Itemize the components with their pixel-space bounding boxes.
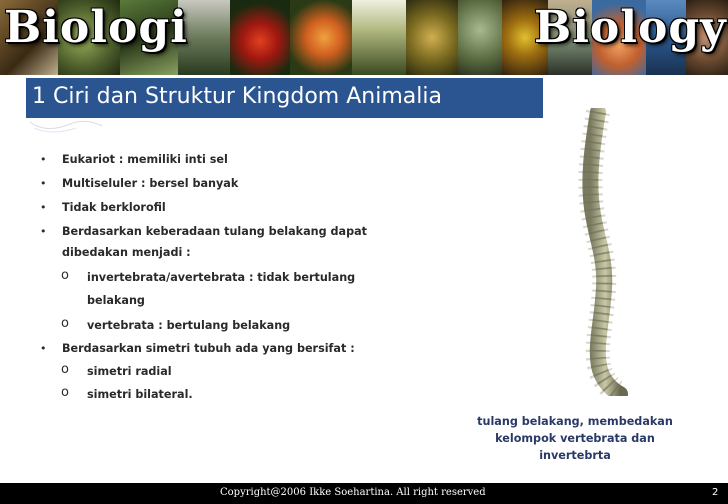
bullet-item: Tidak berklorofil	[62, 201, 166, 214]
sub-bullet-item: simetri bilateral.	[87, 388, 193, 401]
page-number: 2	[712, 487, 719, 498]
bullet-item: Berdasarkan keberadaan tulang belakang dapat	[62, 225, 367, 238]
bullet-marker: •	[40, 153, 47, 166]
bullet-marker: •	[40, 201, 47, 214]
sub-bullet-marker: o	[61, 385, 69, 400]
sub-bullet-item: simetri radial	[87, 365, 172, 378]
sub-bullet-marker: o	[61, 268, 69, 283]
copyright-text: Copyright@2006 Ikke Soehartina. All right reserved	[220, 487, 486, 498]
bullet-marker: •	[40, 177, 47, 190]
sub-bullet-marker: o	[61, 362, 69, 377]
caption-line: invertebrta	[539, 449, 611, 462]
bullet-item-continuation: dibedakan menjadi :	[62, 246, 191, 259]
spine-caption	[470, 413, 680, 464]
bullet-item: Eukariot : memiliki inti sel	[62, 153, 228, 166]
bullet-marker: •	[40, 225, 47, 238]
bullet-item: Berdasarkan simetri tubuh ada yang bersifat :	[62, 342, 355, 355]
caption-line: kelompok vertebrata dan	[495, 432, 655, 445]
page-title: 1 Ciri dan Struktur Kingdom Animalia	[32, 84, 442, 109]
bullet-item: Multiseluler : bersel banyak	[62, 177, 239, 190]
sub-bullet-marker: o	[61, 316, 69, 331]
sub-bullet-item-continuation: belakang	[87, 294, 145, 307]
spine-illustration	[548, 108, 628, 396]
caption-line: tulang belakang, membedakan	[477, 415, 673, 428]
bullet-marker: •	[40, 342, 47, 355]
sub-bullet-item: vertebrata : bertulang belakang	[87, 319, 291, 332]
sub-bullet-item: invertebrata/avertebrata : tidak bertulang	[87, 271, 356, 284]
banner-right-word: Biology	[534, 2, 727, 53]
banner-left-word: Biologi	[4, 2, 188, 53]
